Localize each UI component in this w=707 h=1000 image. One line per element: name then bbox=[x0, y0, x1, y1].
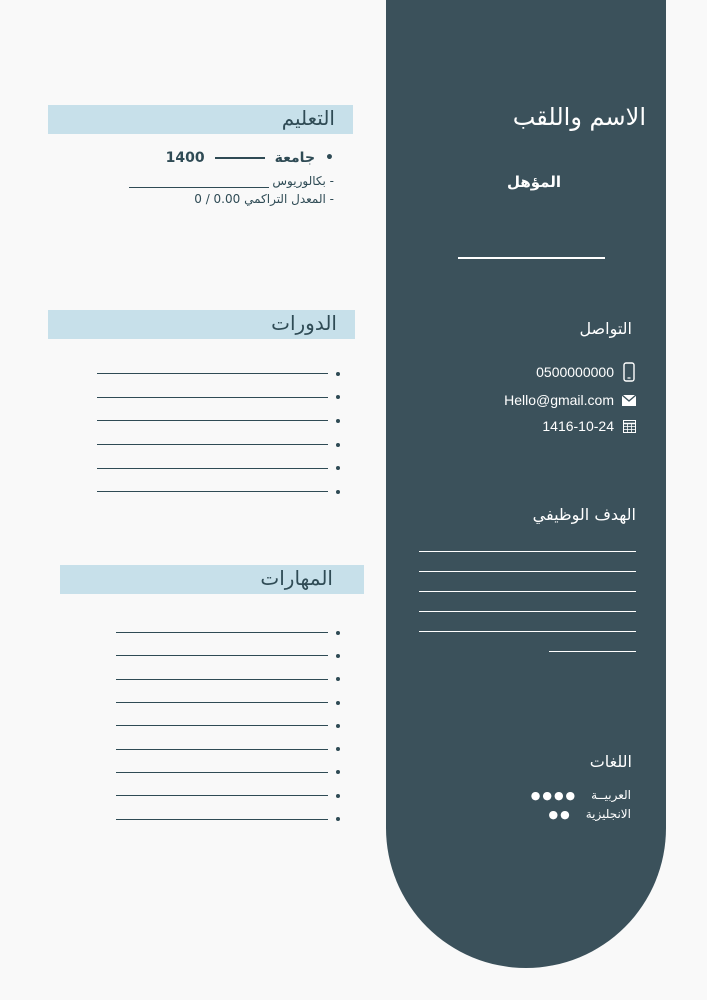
skill-item bbox=[108, 714, 340, 737]
courses-heading: الدورات bbox=[271, 311, 337, 335]
sidebar-panel bbox=[386, 0, 666, 968]
skill-item bbox=[108, 807, 340, 830]
email-text: Hello@gmail.com bbox=[504, 392, 614, 408]
skill-item bbox=[108, 621, 340, 644]
qualification: المؤهل bbox=[506, 173, 561, 191]
courses-list bbox=[89, 362, 340, 504]
bullet: • bbox=[325, 150, 334, 166]
courses-header-bar bbox=[48, 310, 355, 339]
graduation-year: 1400 bbox=[165, 150, 205, 166]
language-level-dots: ●● bbox=[548, 807, 572, 821]
course-item bbox=[89, 362, 340, 386]
objective-line bbox=[419, 571, 636, 572]
phone-icon bbox=[622, 362, 636, 382]
objective-heading: الهدف الوظيفي bbox=[532, 505, 636, 524]
skills-heading: المهارات bbox=[260, 566, 333, 590]
contact-phone-row bbox=[536, 362, 636, 382]
degree-label: - بكالوريوس bbox=[272, 174, 334, 188]
language-row-arabic bbox=[531, 788, 631, 802]
language-level-dots: ●●●● bbox=[530, 788, 578, 802]
gpa-label: - المعدل التراكمي 0.00 / 0 bbox=[194, 192, 334, 206]
contact-date-row bbox=[542, 418, 636, 434]
mail-icon bbox=[622, 395, 636, 406]
contact-email-row bbox=[504, 392, 636, 408]
education-degree-row bbox=[129, 174, 334, 188]
skill-item bbox=[108, 761, 340, 784]
course-item bbox=[89, 386, 340, 410]
phone-text: 0500000000 bbox=[536, 364, 614, 380]
education-gpa-row bbox=[194, 192, 334, 206]
skill-item bbox=[108, 691, 340, 714]
education-heading: التعليم bbox=[281, 106, 335, 130]
languages-heading: اللغات bbox=[589, 752, 632, 771]
skill-item bbox=[108, 644, 340, 667]
skill-item bbox=[108, 784, 340, 807]
full-name: الاسم واللقب bbox=[512, 103, 646, 131]
education-university-row bbox=[166, 150, 334, 166]
calendar-icon bbox=[622, 420, 636, 433]
name-divider bbox=[458, 257, 605, 259]
course-item bbox=[89, 480, 340, 504]
course-item bbox=[89, 433, 340, 457]
course-item bbox=[89, 456, 340, 480]
skills-list bbox=[108, 621, 340, 831]
university-blank bbox=[215, 157, 265, 159]
objective-line bbox=[549, 651, 636, 652]
skill-item bbox=[108, 737, 340, 760]
university-label: جامعة bbox=[274, 150, 316, 166]
education-header-bar bbox=[48, 105, 353, 134]
objective-line bbox=[419, 591, 636, 592]
objective-line bbox=[419, 551, 636, 552]
skills-header-bar bbox=[60, 565, 364, 594]
contact-heading: التواصل bbox=[579, 319, 632, 338]
objective-line bbox=[419, 611, 636, 612]
language-name: العربيــة bbox=[591, 788, 631, 802]
course-item bbox=[89, 409, 340, 433]
language-row-english bbox=[549, 807, 631, 821]
degree-blank bbox=[129, 177, 269, 188]
date-text: 1416-10-24 bbox=[542, 418, 614, 434]
skill-item bbox=[108, 668, 340, 691]
language-name: الانجليزية bbox=[585, 807, 631, 821]
objective-line bbox=[419, 631, 636, 632]
